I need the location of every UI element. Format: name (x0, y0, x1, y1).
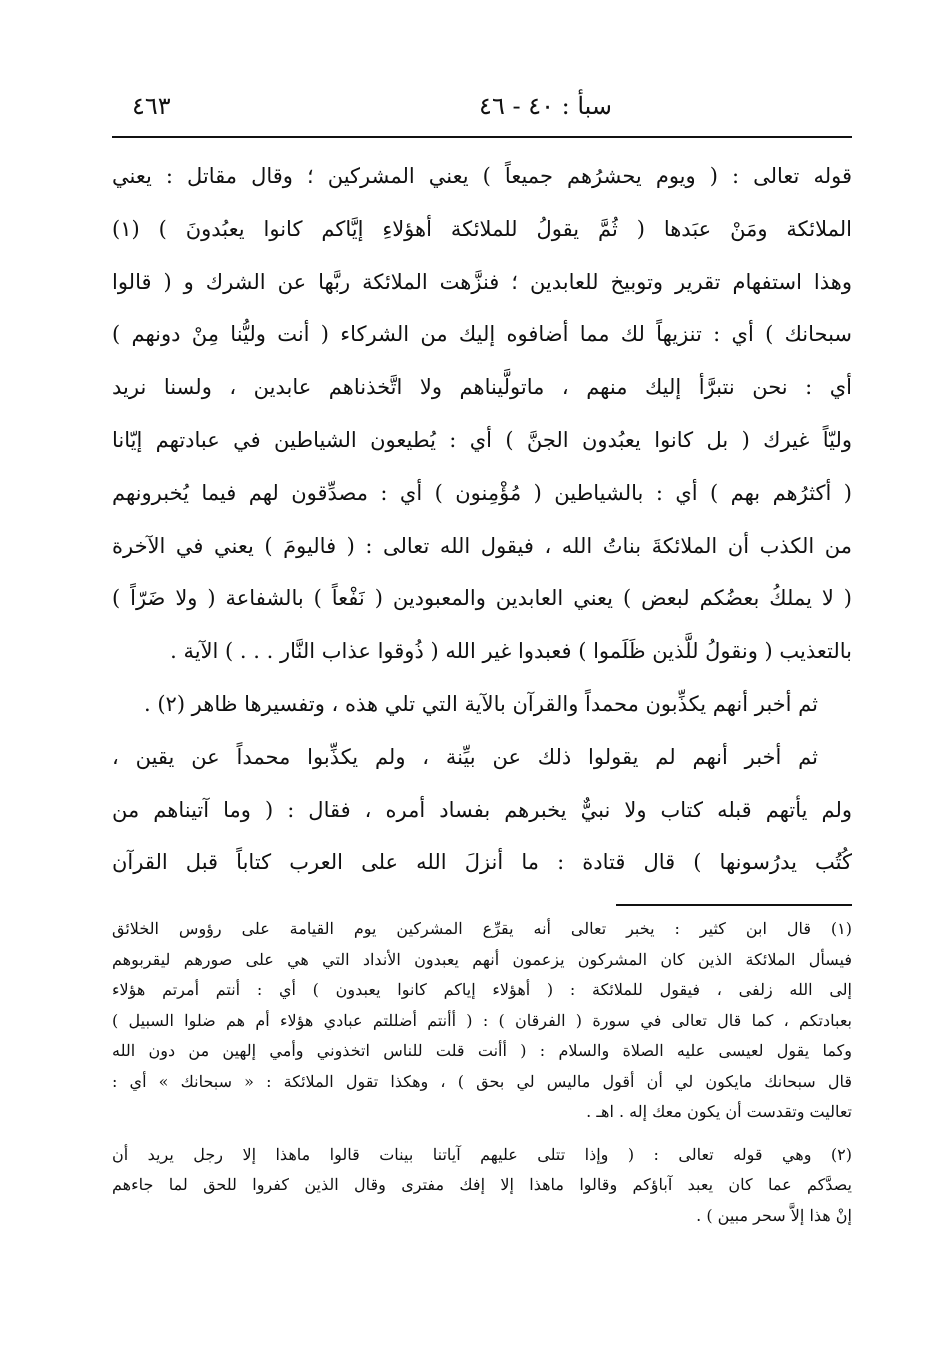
text-line: سبحانك ) أي : تنزيهاً لك مما أضافوه إليك من الشركاء ( أنت وليُّنا مِنْ دونهم ) (112, 322, 852, 347)
text-line: وليّاً غيرك ( بل كانوا يعبُدون الجنَّ ) أي : يُطيعون الشياطين في عبادتهم إيّانا (112, 427, 852, 452)
footnote-gap (112, 1128, 852, 1140)
text-line: ( أكثرُهم بهم ) أي : بالشياطين ( مُؤْمِنون ) أي : مصدِّقون لهم فيما يُخبرونهم (112, 480, 852, 505)
text-line: ولم يأتهم قبله كتاب ولا نبيٌّ يخبرهم بفساد أمره ، فقال : ( وما آتيناهم من (112, 797, 852, 822)
footnote-line: إنْ هذا إلاَّ سحر مبين ) . (696, 1205, 852, 1225)
footnote-line: يصدَّكم عما كان يعبد آباؤكم وقالوا ماهذا إلا إفك مفترى وقال الذين كفروا للحق لما جاءهم (112, 1175, 852, 1194)
footnotes (112, 914, 852, 1231)
text-line: من الكذب أن الملائكةَ بناتُ الله ، فيقول الله تعالى : ( فاليومَ ) يعني في الآخرة (112, 533, 852, 558)
footnote-line: إلى الله زلفى ، فيقول للملائكة : ( أهؤلاء إياكم كانوا يعبدون ) أي : أنتم أمرتم هؤلاء (112, 980, 852, 999)
text-line: ثم أخبر أنهم يكذِّبون محمداً والقرآن بالآية التي تلي هذه ، وتفسيرها ظاهر (٢) . (143, 691, 818, 716)
main-text (112, 150, 852, 889)
text-line: ثم أخبر أنهم لم يقولوا ذلك عن بيِّنة ، ولم يكذِّبوا محمداً عن يقين ، (112, 744, 818, 769)
header-divider (112, 136, 852, 138)
footnote-line: بعبادتكم ، كما قال تعالى في سورة ( الفرقان ) : ( أأنتم أضللتم عبادي هؤلاء أم هم ضلوا السبيل ) (112, 1010, 852, 1030)
footnote-line: وكما يقول لعيسى عليه الصلاة والسلام : ( أأنت قلت للناس اتخذوني وأمي إلهين من دون الله (112, 1041, 852, 1060)
page-header (112, 86, 852, 126)
text-line: بالتعذيب ( ونقولُ للَّذين ظَلَموا ) فعبدوا غير الله ( ذُوقوا عذاب النَّار . . . ) الآية . (170, 639, 852, 664)
footnote-line: (١) قال ابن كثير : يخبر تعالى أنه يقرِّع المشركين يوم القيامة على رؤوس الخلائق (112, 919, 852, 938)
text-line: قوله تعالى : ( ويوم يحشرُهم جميعاً ) يعني المشركين ؛ وقال مقاتل : يعني (112, 164, 852, 188)
footnote-divider (616, 904, 852, 906)
footnote-line: قال سبحانك مايكون لي أن أقول ماليس لي بحق ) ، وهكذا تقول الملائكة : « سبحانك » أي : (112, 1071, 852, 1091)
surah-reference: سبأ : ٤٠ - ٤٦ (479, 92, 612, 120)
text-line: أي : نحن نتبرَّأ إليك منهم ، ماتولَّيناهم ولا اتَّخذناهم عابدين ، ولسنا نريد (112, 375, 852, 400)
page-number: ٤٦٣ (132, 92, 171, 120)
footnote-line: (٢) وهي قوله تعالى : ( وإذا تتلى عليهم آياتنا بينات قالوا ماهذا إلا رجل يريد أن (112, 1144, 852, 1164)
text-line: كُتُب يدرُسونها ) قال قتادة : ما أنزلَ الله على العرب كتاباً قبل القرآن (112, 850, 852, 875)
text-line: وهذا استفهام تقرير وتوبيخ للعابدين ؛ فنزَّهت الملائكة ربَّها عن الشرك و ( قالوا (112, 269, 852, 294)
footnote-line: تعاليت وتقدست أن يكون معك إله . اهـ . (586, 1102, 852, 1121)
text-line: الملائكة ومَنْ عبَدها ( ثُمَّ يقولُ للملائكة أهؤلاءِ إيَّاكم كانوا يعبُدونَ ) (١) (112, 216, 852, 241)
footnote-line: فيسأل الملائكة الذين كان المشركون يزعمون أنهم يعبدون الأنداد التي هي على صورهم ليقربوهم (112, 949, 852, 969)
text-line: ( لا يملكُ بعضُكم لبعض ) يعني العابدين والمعبودين ( نَفْعاً ) بالشفاعة ( ولا ضَرّاً ) (112, 586, 852, 611)
